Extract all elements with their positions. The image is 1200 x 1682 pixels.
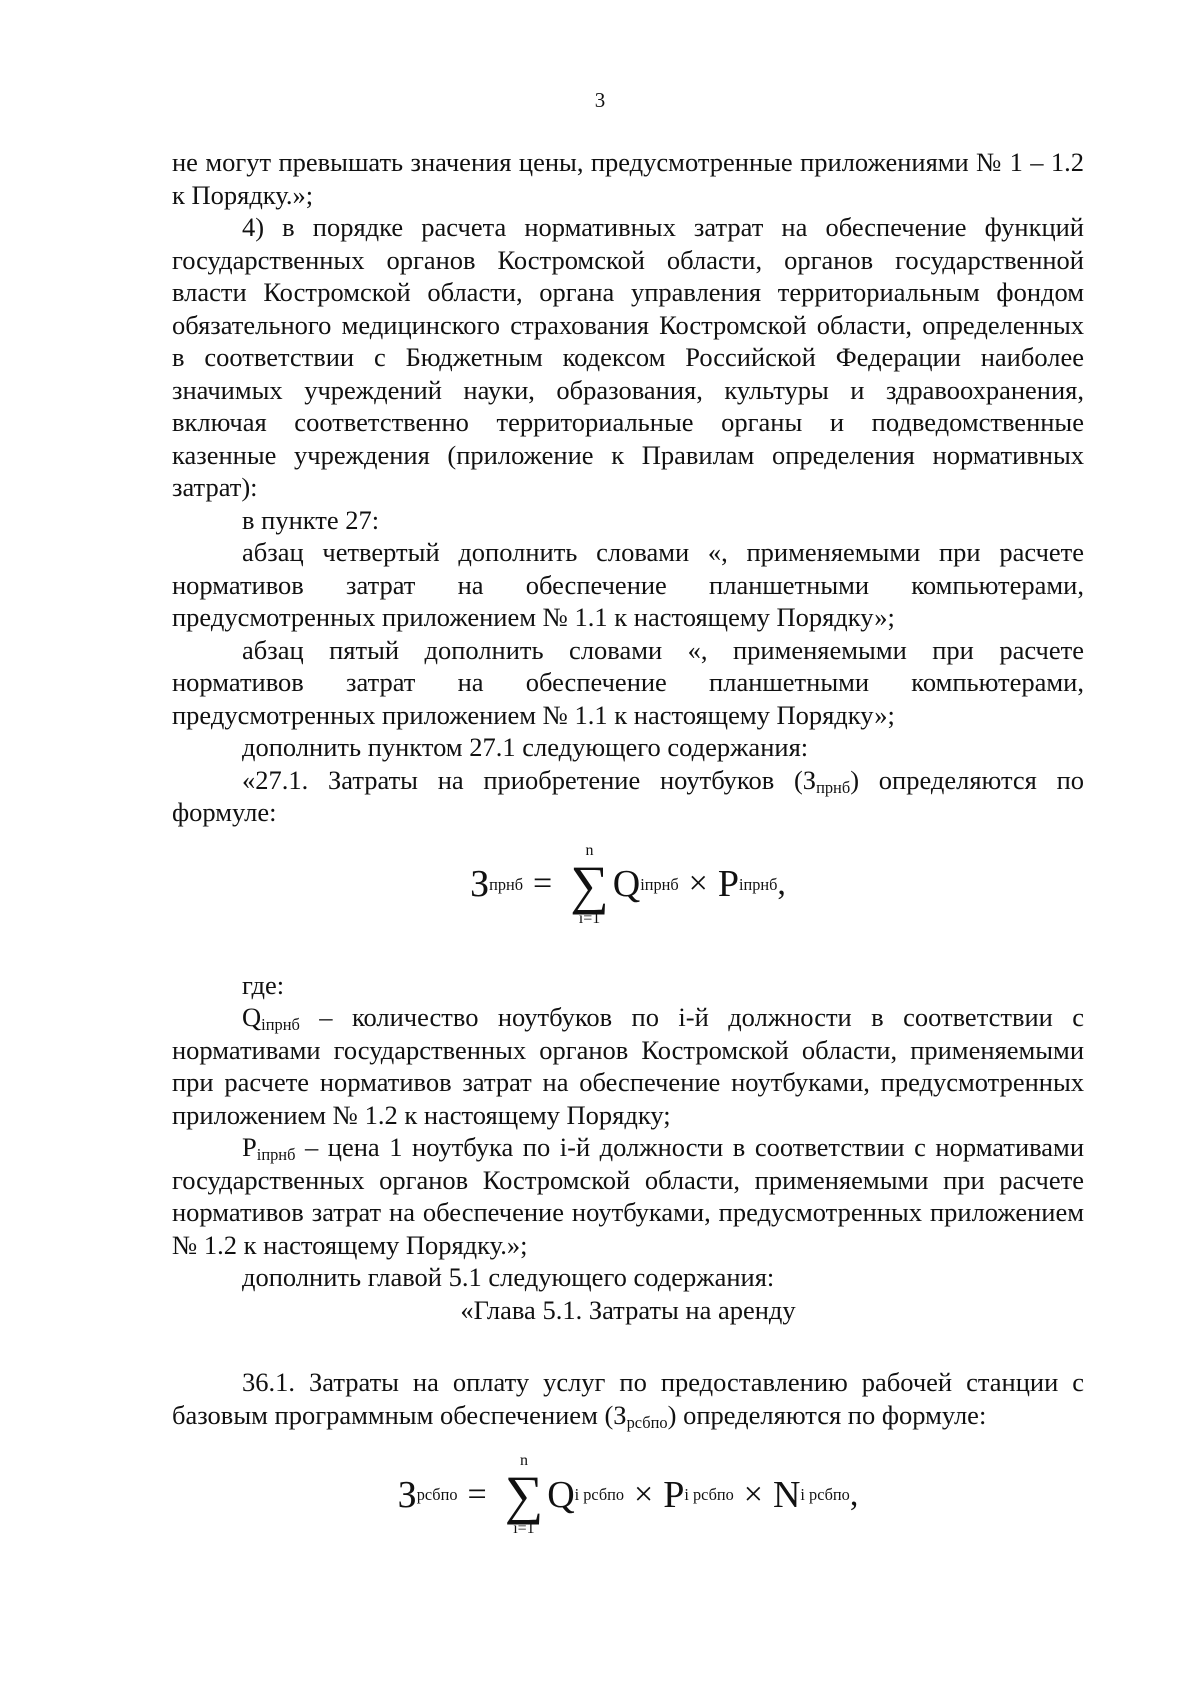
document-body — [172, 146, 1084, 1545]
definition-p: $P_{iпрнб}$ – цена 1 ноутбука по i-й должности в соответствии с нормативами государственных органов Костромской области, применяемыми при расчете нормативов затрат на обеспечение ноутбуками, предусмотренных приложением № 1.2 к настоящему Порядку.»; — [172, 1132, 1084, 1260]
where-label: где: — [242, 969, 285, 1000]
page-number: 3 — [594, 88, 606, 112]
paragraph-continuation: не могут превышать значения цены, предусмотренные приложениями № 1 – 1.2 к Порядку.»; — [172, 147, 1084, 210]
sum-sign: n ∑ i=1 — [504, 1452, 544, 1537]
formula-workstation: З рсбпо = n ∑ i=1 Q i рсбпо × P i рсбпо × N i рсбпо , — [397, 1452, 859, 1537]
formula-notebooks: З прнб = n ∑ i=1 Q iпрнб × P iпрнб , — [470, 841, 786, 927]
paragraph-abzac-4: абзац четвертый дополнить словами «, применяемыми при расчете нормативов затрат на обеспечение планшетными компьютерами, предусмотренных приложением № 1.1 к настоящему Порядку»; — [172, 537, 1084, 632]
definition-q: $Q_{iпрнб}$ – количество ноутбуков по i-й должности в соответствии с нормативами государственных органов Костромской области, применяемыми при расчете нормативов затрат на обеспечение ноутбуками, предусмотренных приложением № 1.2 к настоящему Порядку; — [172, 1002, 1084, 1130]
sum-sign: n ∑ i=1 — [570, 841, 609, 927]
paragraph-abzac-5: абзац пятый дополнить словами «, применяемыми при расчете нормативов затрат на обеспечение планшетными компьютерами, предусмотренных приложением № 1.1 к настоящему Порядку»; — [172, 634, 1084, 730]
paragraph-point-27: в пункте 27: — [242, 504, 380, 535]
chapter-title: «Глава 5.1. Затраты на аренду — [460, 1294, 796, 1325]
paragraph-add-chapter: дополнить главой 5.1 следующего содержания: — [242, 1262, 775, 1292]
paragraph-item-4: 4) в порядке расчета нормативных затрат на обеспечение функций государственных органов Костромской области, органов государственной власти Костромской области, органа управления территориальным фондом обязательного медицинского страхования Костромской области, определенных в соответствии с Бюджетным кодексом Российской Федерации наиболее значимых учреждений науки, образования, культуры и здравоохранения, включая соответственно территориальные органы и подведомственные казенные учреждения (приложение к Правилам определения нормативных затрат): — [172, 212, 1084, 502]
paragraph-36-1: 36.1. Затраты на оплату услуг по предоставлению рабочей станции с базовым программным обеспечением $(З_{рсбпо})$ определяются по формуле: — [172, 1367, 1084, 1432]
paragraph-27-1: «27.1. Затраты на приобретение ноутбуков $(З_{прнб})$ определяются по формуле: — [172, 764, 1085, 827]
paragraph-add-27-1: дополнить пунктом 27.1 следующего содержания: — [242, 732, 809, 762]
